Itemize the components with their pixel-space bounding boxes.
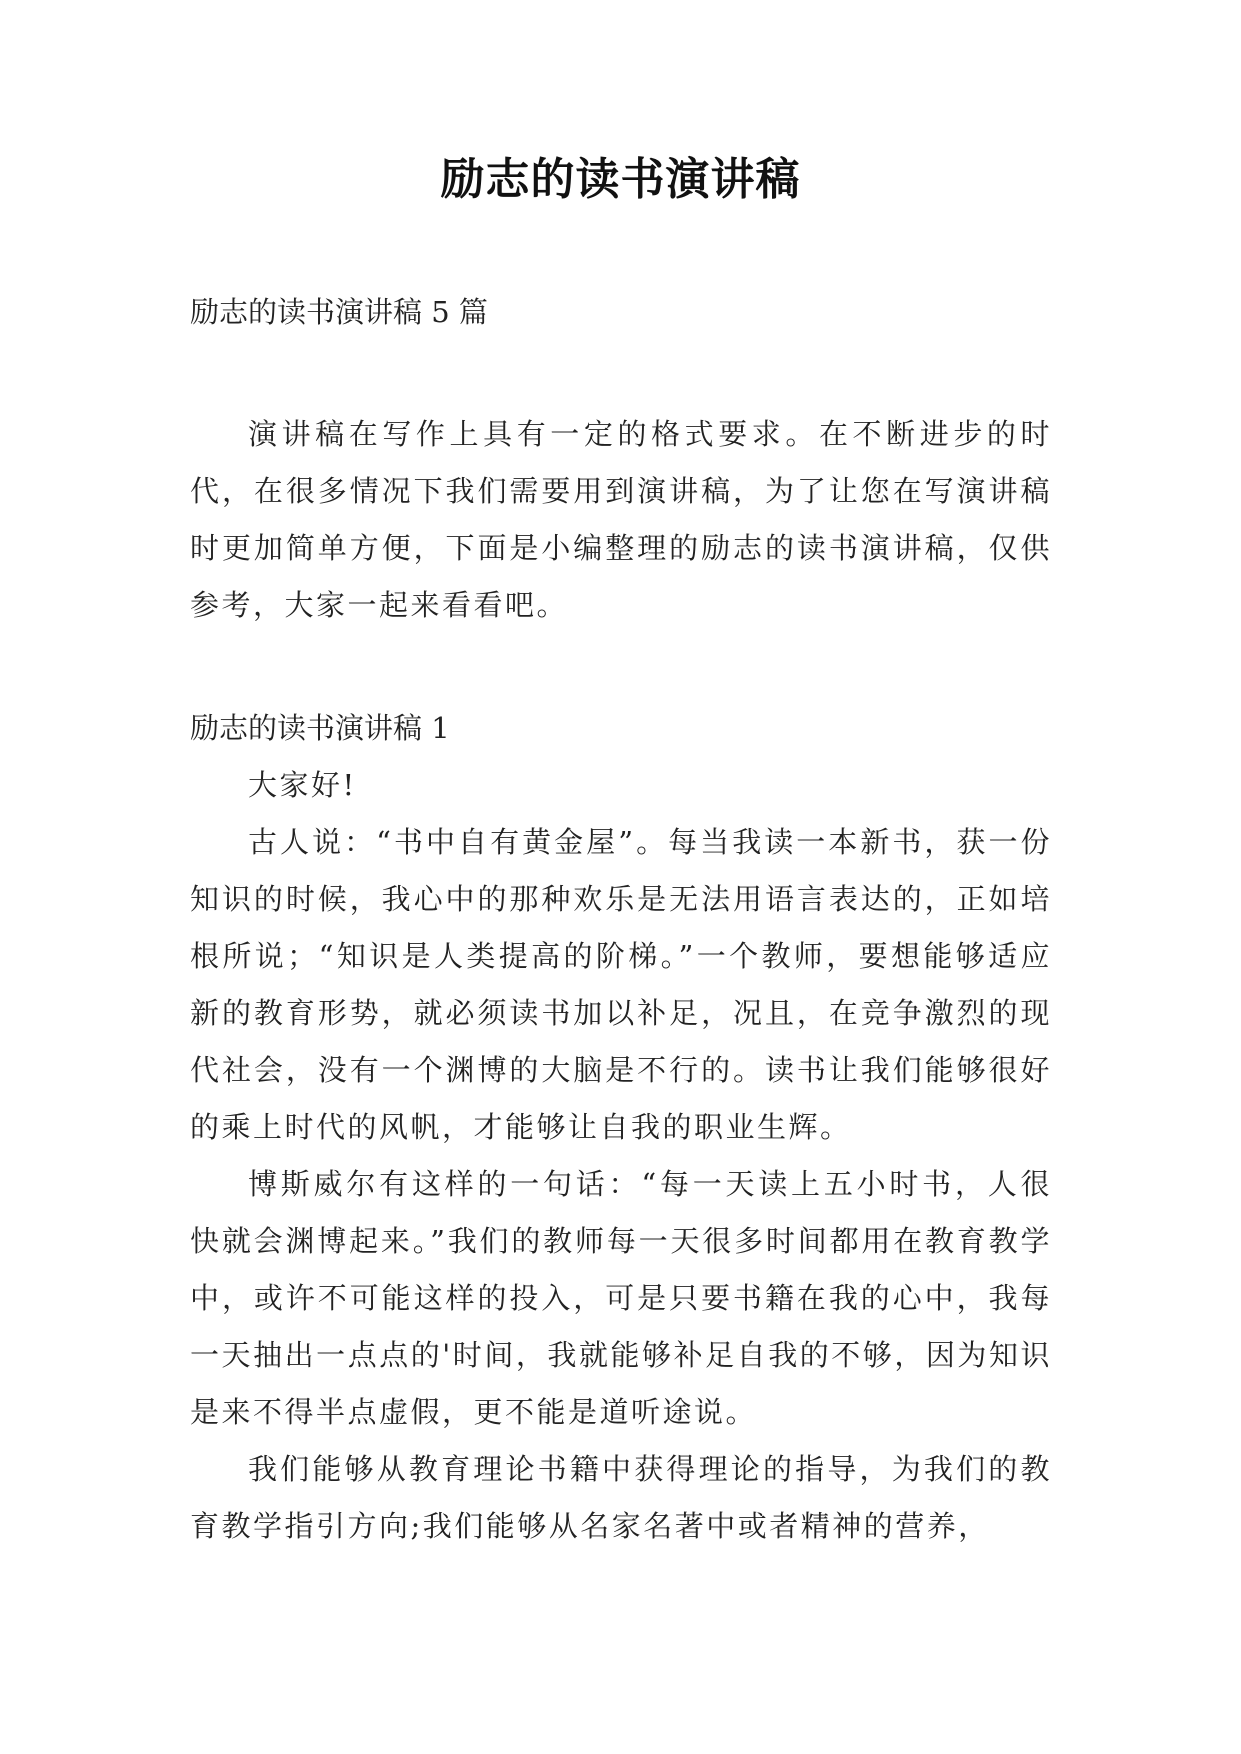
body-paragraph-2: 博斯威尔有这样的一句话：“每一天读上五小时书，人很快就会渊博起来。”我们的教师每一天很多时间都用在教育教学中，或许不可能这样的投入，可是只要书籍在我的心中，我每一天抽出一点点的'时间，我就能够补足自我的不够，因为知识是来不得半点虚假，更不能是道听途说。 [190,1167,1052,1429]
intro-block [190,406,1052,634]
body-paragraph-3: 我们能够从教育理论书籍中获得理论的指导，为我们的教育教学指引方向;我们能够从名家名著中或者精神的营养， [190,1452,1052,1543]
greeting-paragraph: 大家好! [248,768,357,802]
section-heading: 励志的读书演讲稿 1 [190,711,450,745]
document-subtitle: 励志的读书演讲稿 5 篇 [190,295,488,329]
section-1 [190,700,1052,1555]
body-paragraph-1: 古人说：“书中自有黄金屋”。每当我读一本新书，获一份知识的时候，我心中的那种欢乐是无法用语言表达的，正如培根所说；“知识是人类提高的阶梯。”一个教师，要想能够适应新的教育形势，就必须读书加以补足，况且，在竞争激烈的现代社会，没有一个渊博的大脑是不行的。读书让我们能够很好的乘上时代的风帆，才能够让自我的职业生辉。 [190,825,1052,1144]
document-title: 励志的读书演讲稿 [440,154,801,205]
intro-paragraph: 演讲稿在写作上具有一定的格式要求。在不断进步的时代，在很多情况下我们需要用到演讲稿，为了让您在写演讲稿时更加简单方便，下面是小编整理的励志的读书演讲稿，仅供参考，大家一起来看看吧。 [190,417,1052,622]
